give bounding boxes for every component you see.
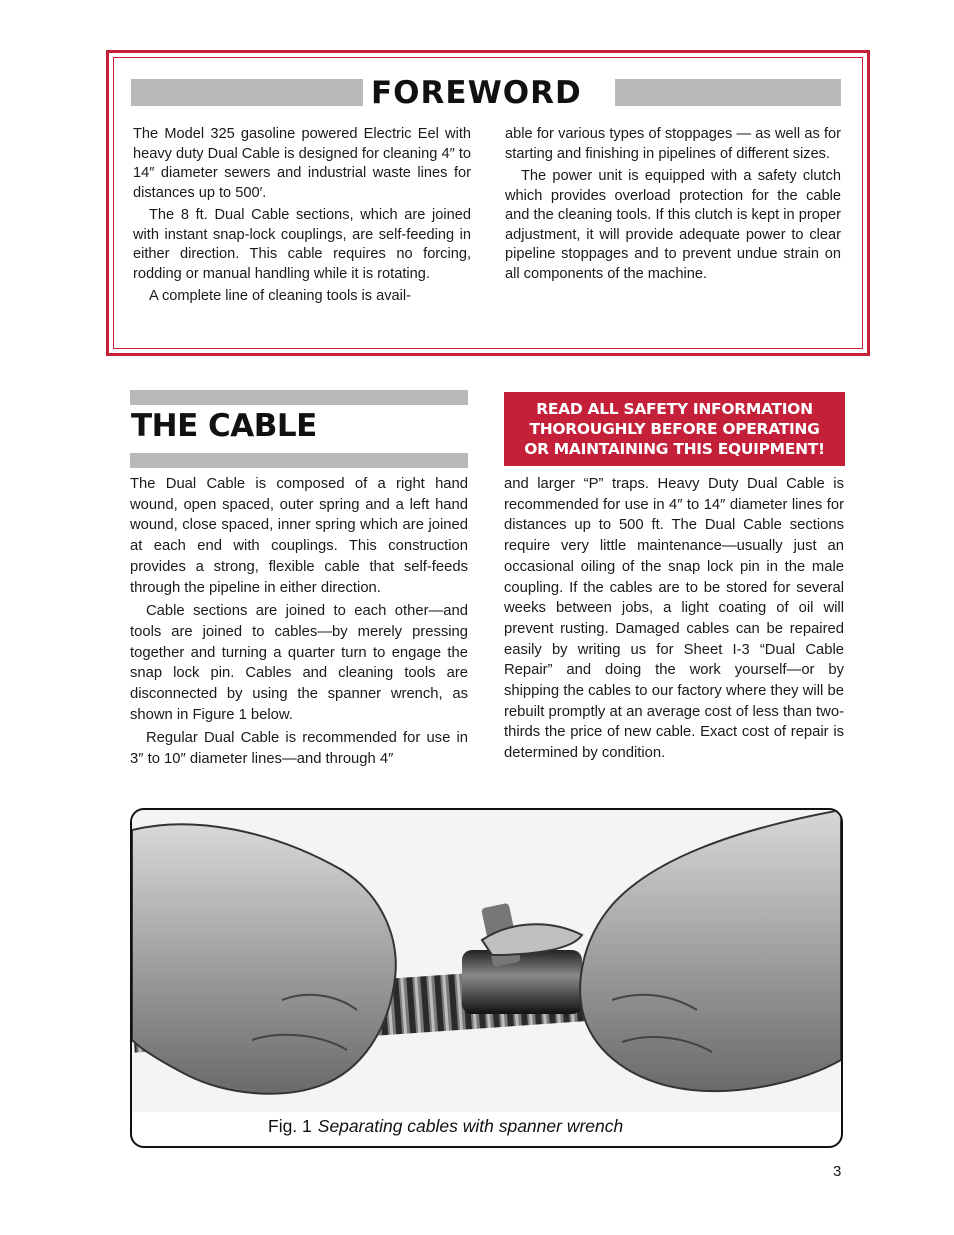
foreword-left-column bbox=[133, 125, 471, 307]
paragraph: The Dual Cable is composed of a right hand wound, open spaced, outer spring and a left hand wound, close spaced, inner spring which are joined at each end with couplings. This construction provides a strong, flexible cable that self-feeds through the pipeline in either direction. bbox=[130, 476, 468, 596]
page-number: 3 bbox=[833, 1163, 842, 1180]
title-bar-right bbox=[615, 79, 841, 106]
paragraph: The Model 325 gasoline powered Electric Eel with heavy duty Dual Cable is designed for cleaning 4″ to 14″ diameter sewers and industrial waste lines for distances up to 500′. bbox=[133, 126, 471, 201]
foreword-box bbox=[106, 50, 870, 356]
heading-bar-top bbox=[130, 390, 468, 405]
heading-bar-bottom bbox=[130, 453, 468, 468]
cable-title: THE CABLE bbox=[131, 408, 317, 444]
figure-number: Fig. 1 bbox=[268, 1116, 312, 1136]
cable-right-column bbox=[504, 474, 844, 764]
paragraph: able for various types of stoppages — as well as for starting and finishing in pipelines of different sizes. bbox=[505, 126, 841, 162]
figure-caption-text: Separating cables with spanner wrench bbox=[317, 1116, 624, 1136]
title-bar-left bbox=[131, 79, 363, 106]
figure-caption bbox=[268, 1116, 623, 1137]
safety-banner bbox=[504, 392, 845, 466]
paragraph: A complete line of cleaning tools is avail- bbox=[149, 288, 412, 304]
paragraph: The 8 ft. Dual Cable sections, which are joined with instant snap-lock couplings, are self-feeding in either direction. This cable requires no forcing, rodding or manual handling while it is rotating. bbox=[133, 207, 471, 282]
cable-photo bbox=[132, 810, 841, 1112]
figure-1 bbox=[130, 808, 843, 1148]
cable-heading bbox=[130, 390, 468, 468]
cable-left-column bbox=[130, 474, 468, 770]
safety-line: THOROUGHLY BEFORE OPERATING bbox=[529, 420, 820, 438]
paragraph: Cable sections are joined to each other—and tools are joined to cables—by merely pressing together and turning a quarter turn to engage the snap lock pin. Cables and cleaning tools are disconnected by using the spanner wrench, as shown in Figure 1 below. bbox=[130, 603, 468, 723]
paragraph: Regular Dual Cable is recommended for use in 3″ to 10″ diameter lines—and through 4″ bbox=[130, 730, 468, 768]
safety-line: READ ALL SAFETY INFORMATION bbox=[536, 400, 813, 418]
paragraph: and larger “P” traps. Heavy Duty Dual Cable is recommended for use in 4″ to 14″ diameter lines for distances up to 500 ft. The Dual Cable sections require very little maintenance—usually just an occasional oiling of the snap lock pin in the male coupling. If the cables are to be stored for several weeks between jobs, a light coating of oil will prevent rusting. Damaged cables can be repaired easily by writing us for Sheet I-3 “Dual Cable Repair” and doing the work yourself—or by shipping the cables to our factory where they will be rebuilt promptly at an average cost of less than two-thirds the price of new cable. Exact cost of repair is determined by condition. bbox=[504, 476, 844, 762]
paragraph: The power unit is equipped with a safety clutch which provides overload protection for the cable and the cleaning tools. If this clutch is kept in proper adjustment, it will provide adequate power to clear pipeline stoppages and to prevent undue strain on all components of the machine. bbox=[505, 168, 841, 282]
foreword-title: FOREWORD bbox=[371, 75, 582, 111]
foreword-right-column bbox=[505, 125, 841, 284]
foreword-title-row bbox=[131, 75, 841, 111]
safety-line: OR MAINTAINING THIS EQUIPMENT! bbox=[524, 440, 825, 458]
